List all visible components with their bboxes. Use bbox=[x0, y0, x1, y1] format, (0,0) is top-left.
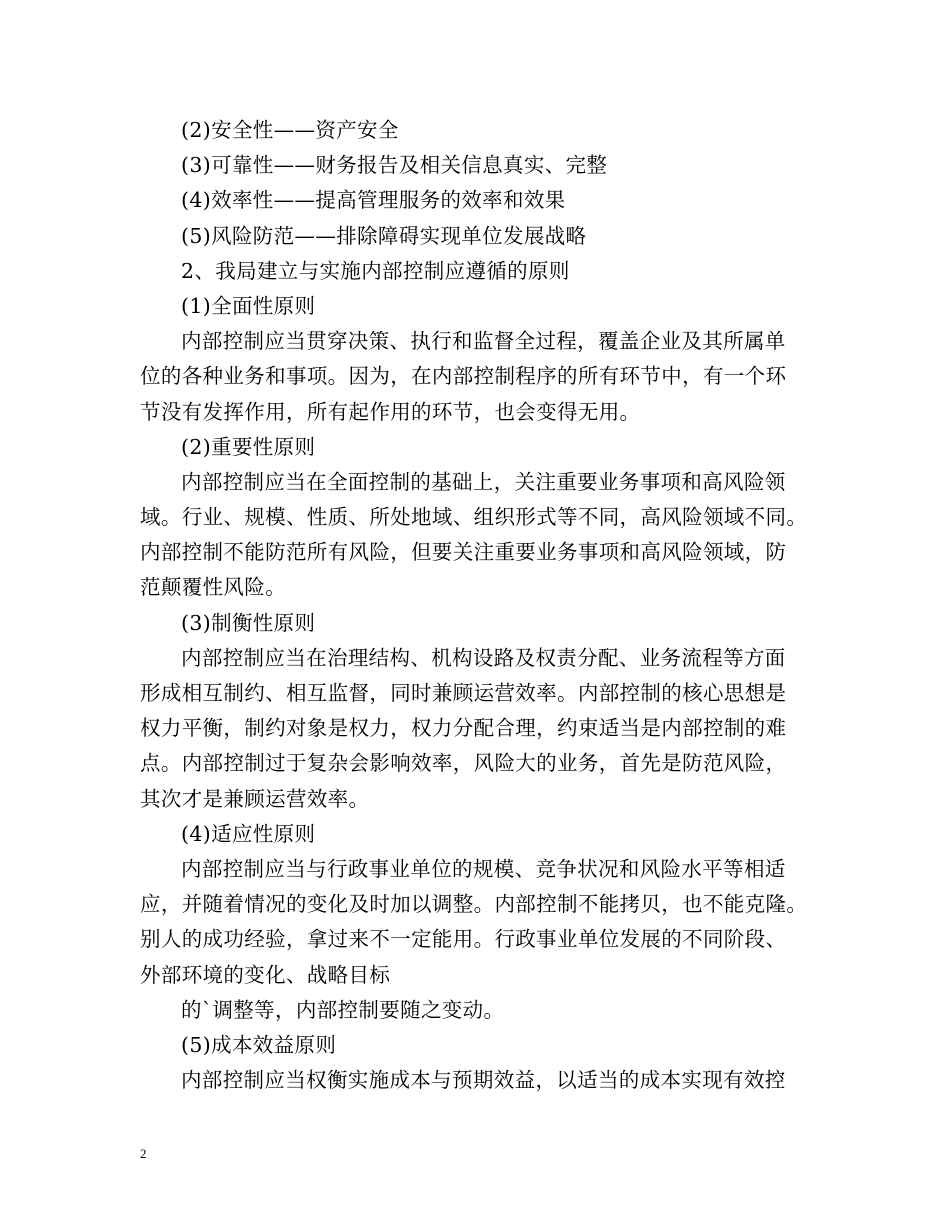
text-line: 位的各种业务和事项。因为，在内部控制程序的所有环节中，有一个环 bbox=[140, 364, 787, 389]
text-line: 2、我局建立与实施内部控制应遵循的原则 bbox=[181, 258, 570, 283]
text-line: 形成相互制约、相互监督，同时兼顾运营效率。内部控制的核心思想是 bbox=[140, 681, 787, 705]
text-line: (5)风险防范——排除障碍实现单位发展战略 bbox=[181, 223, 587, 248]
text-line: (2)重要性原则 bbox=[181, 434, 316, 459]
page-number: 2 bbox=[140, 1146, 147, 1161]
text-line: 内部控制应当与行政事业单位的规模、竞争状况和风险水平等相适 bbox=[181, 856, 786, 881]
text-line: (3)制衡性原则 bbox=[181, 610, 316, 635]
text-line: (4)效率性——提高管理服务的效率和效果 bbox=[181, 188, 566, 213]
text-line: (3)可靠性——财务报告及相关信息真实、完整 bbox=[181, 153, 608, 178]
text-line: 点。内部控制过于复杂会影响效率，风险大的业务，首先是防范风险， bbox=[140, 751, 787, 776]
text-line: 的`调整等，内部控制要随之变动。 bbox=[181, 997, 505, 1022]
text-line: 权力平衡，制约对象是权力，权力分配合理，约束适当是内部控制的难 bbox=[140, 716, 787, 741]
text-line: (2)安全性——资产安全 bbox=[181, 118, 399, 142]
text-line: (1)全面性原则 bbox=[181, 293, 316, 318]
text-line: 别人的成功经验，拿过来不一定能用。行政事业单位发展的不同阶段、 bbox=[140, 927, 787, 952]
text-line: 应，并随着情况的变化及时加以调整。内部控制不能拷贝，也不能克隆。 bbox=[140, 892, 808, 917]
text-line: 范颠覆性风险。 bbox=[140, 575, 286, 600]
text-line: 内部控制不能防范所有风险，但要关注重要业务事项和高风险领域，防 bbox=[140, 540, 787, 565]
text-line: 其次才是兼顾运营效率。 bbox=[140, 786, 370, 811]
document-body bbox=[140, 113, 820, 1098]
text-line: 内部控制应当权衡实施成本与预期效益，以适当的成本实现有效控 bbox=[181, 1068, 786, 1093]
text-line: 内部控制应当在全面控制的基础上，关注重要业务事项和高风险领 bbox=[181, 469, 786, 494]
text-line: 域。行业、规模、性质、所处地域、组织形式等不同，高风险领域不同。 bbox=[140, 505, 808, 530]
text-line: 外部环境的变化、战略目标 bbox=[140, 962, 391, 987]
text-line: 内部控制应当贯穿决策、执行和监督全过程，覆盖企业及其所属单 bbox=[181, 329, 786, 354]
text-line: 节没有发挥作用，所有起作用的环节，也会变得无用。 bbox=[140, 399, 641, 424]
text-line: 内部控制应当在治理结构、机构设路及权责分配、业务流程等方面 bbox=[181, 645, 786, 670]
text-line: (4)适应性原则 bbox=[181, 821, 316, 846]
text-line: (5)成本效益原则 bbox=[181, 1032, 337, 1057]
